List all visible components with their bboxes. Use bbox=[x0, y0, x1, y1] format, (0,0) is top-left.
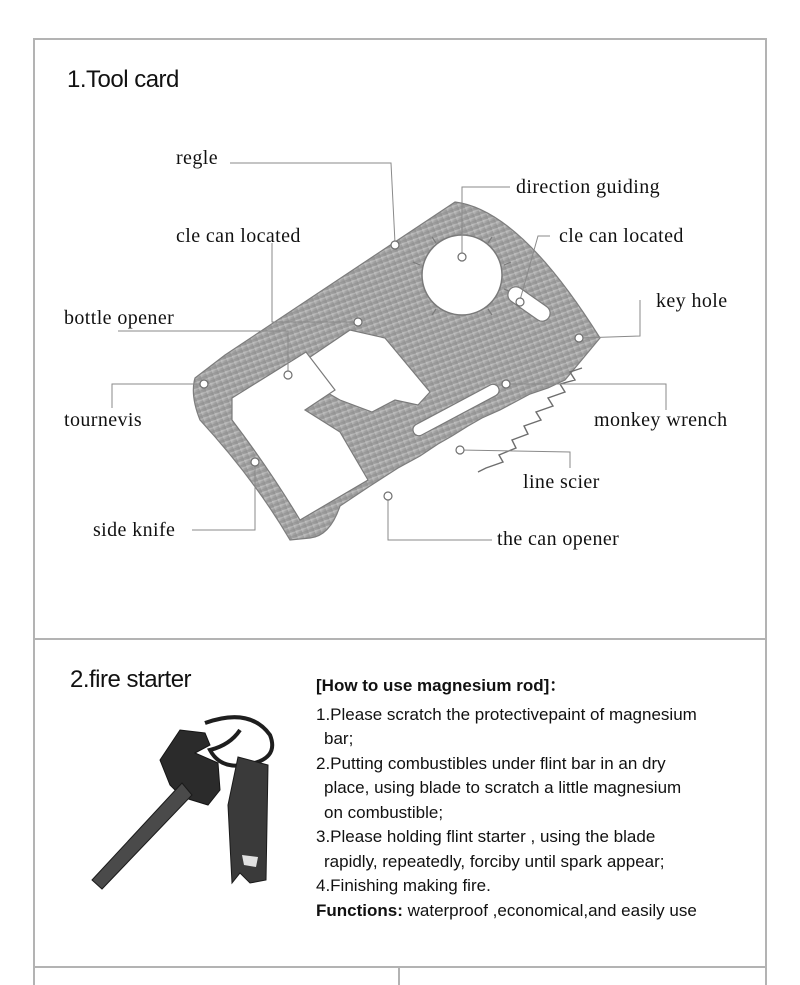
step-2-line-2: place, using blade to scratch a little magnesium bbox=[324, 778, 682, 797]
label-regle: regle bbox=[176, 147, 218, 169]
step-1-line-2: bar; bbox=[324, 729, 354, 748]
label-can-opener: the can opener bbox=[497, 528, 620, 550]
functions-text: waterproof ,economical,and easily use bbox=[402, 900, 697, 920]
section-title-tool-card: 1.Tool card bbox=[67, 66, 179, 93]
section-title-fire-starter: 2.fire starter bbox=[70, 666, 192, 693]
howto-text-block bbox=[316, 674, 766, 923]
label-line-scier: line scier bbox=[523, 471, 600, 493]
label-side-knife: side knife bbox=[93, 519, 176, 541]
step-3-line-2: rapidly, repeatedly, forciby until spark appear; bbox=[324, 851, 665, 871]
magnesium-rod bbox=[92, 783, 192, 889]
step-3-line-1: 3.Please holding flint starter , using the blade bbox=[316, 827, 656, 846]
label-monkey-wrench: monkey wrench bbox=[594, 409, 728, 431]
label-direction-guiding: direction guiding bbox=[516, 176, 660, 198]
label-cle-can-located-right: cle can located bbox=[559, 225, 684, 247]
label-key-hole: key hole bbox=[656, 290, 728, 312]
label-cle-can-located-left: cle can located bbox=[176, 225, 301, 247]
section-divider-bottom bbox=[33, 966, 767, 968]
step-1-line-1: 1.Please scratch the protectivepaint of magnesium bbox=[316, 704, 697, 724]
step-2-line-3: on combustible; bbox=[324, 802, 444, 822]
label-bottle-opener: bottle opener bbox=[64, 307, 175, 329]
column-divider bbox=[398, 966, 400, 985]
functions-label: Functions: bbox=[316, 900, 403, 920]
howto-heading: [How to use magnesium rod]： bbox=[316, 676, 567, 695]
step-4-line-1: 4.Finishing making fire. bbox=[316, 876, 491, 895]
functions-line bbox=[316, 899, 766, 924]
fire-starter-illustration bbox=[70, 705, 300, 895]
step-2-line-1: 2.Putting combustibles under flint bar in an dry bbox=[316, 753, 666, 773]
label-tournevis: tournevis bbox=[64, 409, 143, 431]
